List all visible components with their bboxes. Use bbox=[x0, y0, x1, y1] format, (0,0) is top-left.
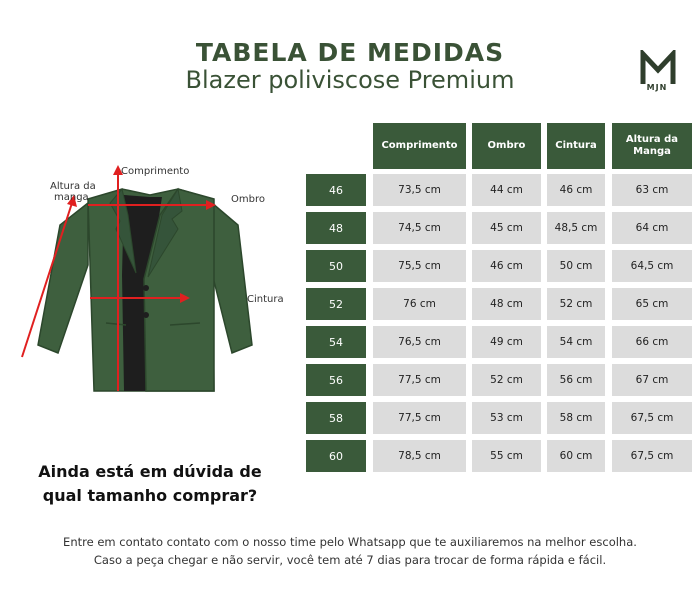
table-value-cell: 77,5 cm bbox=[373, 364, 466, 396]
table-value-cell: 46 cm bbox=[547, 174, 605, 206]
table-value-cell: 67,5 cm bbox=[612, 402, 692, 434]
table-value-cell: 76 cm bbox=[373, 288, 466, 320]
table-value-cell: 44 cm bbox=[472, 174, 541, 206]
help-question-line-1: Ainda está em dúvida de bbox=[38, 462, 262, 481]
table-value-cell: 49 cm bbox=[472, 326, 541, 358]
table-value-cell: 75,5 cm bbox=[373, 250, 466, 282]
size-label-cell: 60 bbox=[306, 440, 366, 472]
table-header-cell: Ombro bbox=[472, 123, 541, 169]
page-subtitle: Blazer poliviscose Premium bbox=[185, 66, 515, 94]
table-value-cell: 67,5 cm bbox=[612, 440, 692, 472]
label-ombro: Ombro bbox=[231, 194, 265, 205]
size-label-cell: 56 bbox=[306, 364, 366, 396]
size-label-cell: 48 bbox=[306, 212, 366, 244]
table-value-cell: 60 cm bbox=[547, 440, 605, 472]
table-value-cell: 53 cm bbox=[472, 402, 541, 434]
table-value-cell: 63 cm bbox=[612, 174, 692, 206]
contact-line-2: Caso a peça chegar e não servir, você tem até 7 dias para trocar de forma rápida e fácil. bbox=[93, 553, 607, 567]
contact-line-1: Entre em contato contato com o nosso time pelo Whatsapp que te auxiliaremos na melhor escolha. bbox=[63, 535, 637, 549]
table-value-cell: 67 cm bbox=[612, 364, 692, 396]
label-altura-manga-2: manga bbox=[54, 192, 89, 203]
table-value-cell: 46 cm bbox=[472, 250, 541, 282]
table-value-cell: 58 cm bbox=[547, 402, 605, 434]
page-title: TABELA DE MEDIDAS bbox=[195, 38, 505, 67]
size-label-cell: 50 bbox=[306, 250, 366, 282]
brand-logo-text: MJN bbox=[646, 83, 668, 92]
table-header-cell: Comprimento bbox=[373, 123, 466, 169]
table-value-cell: 54 cm bbox=[547, 326, 605, 358]
table-value-cell: 74,5 cm bbox=[373, 212, 466, 244]
size-label-cell: 58 bbox=[306, 402, 366, 434]
table-value-cell: 77,5 cm bbox=[373, 402, 466, 434]
blazer-diagram bbox=[10, 155, 300, 405]
table-value-cell: 64,5 cm bbox=[612, 250, 692, 282]
table-value-cell: 52 cm bbox=[547, 288, 605, 320]
size-label-cell: 54 bbox=[306, 326, 366, 358]
table-value-cell: 50 cm bbox=[547, 250, 605, 282]
table-header-cell: Altura da Manga bbox=[612, 123, 692, 169]
table-value-cell: 56 cm bbox=[547, 364, 605, 396]
label-comprimento: Comprimento bbox=[121, 166, 190, 177]
help-question-line-2: qual tamanho comprar? bbox=[42, 486, 258, 505]
button-bottom bbox=[143, 312, 149, 318]
table-value-cell: 76,5 cm bbox=[373, 326, 466, 358]
table-value-cell: 78,5 cm bbox=[373, 440, 466, 472]
button-top bbox=[143, 285, 149, 291]
table-value-cell: 45 cm bbox=[472, 212, 541, 244]
label-cintura: Cintura bbox=[247, 294, 284, 305]
size-label-cell: 46 bbox=[306, 174, 366, 206]
help-question bbox=[20, 460, 280, 508]
table-header-cell: Cintura bbox=[547, 123, 605, 169]
table-value-cell: 65 cm bbox=[612, 288, 692, 320]
table-value-cell: 73,5 cm bbox=[373, 174, 466, 206]
table-value-cell: 55 cm bbox=[472, 440, 541, 472]
contact-text bbox=[0, 533, 700, 569]
table-value-cell: 48,5 cm bbox=[547, 212, 605, 244]
table-value-cell: 48 cm bbox=[472, 288, 541, 320]
size-label-cell: 52 bbox=[306, 288, 366, 320]
right-sleeve bbox=[210, 203, 252, 353]
label-altura-manga-1: Altura da bbox=[50, 181, 96, 192]
table-value-cell: 66 cm bbox=[612, 326, 692, 358]
table-value-cell: 52 cm bbox=[472, 364, 541, 396]
table-value-cell: 64 cm bbox=[612, 212, 692, 244]
left-sleeve bbox=[38, 203, 88, 353]
